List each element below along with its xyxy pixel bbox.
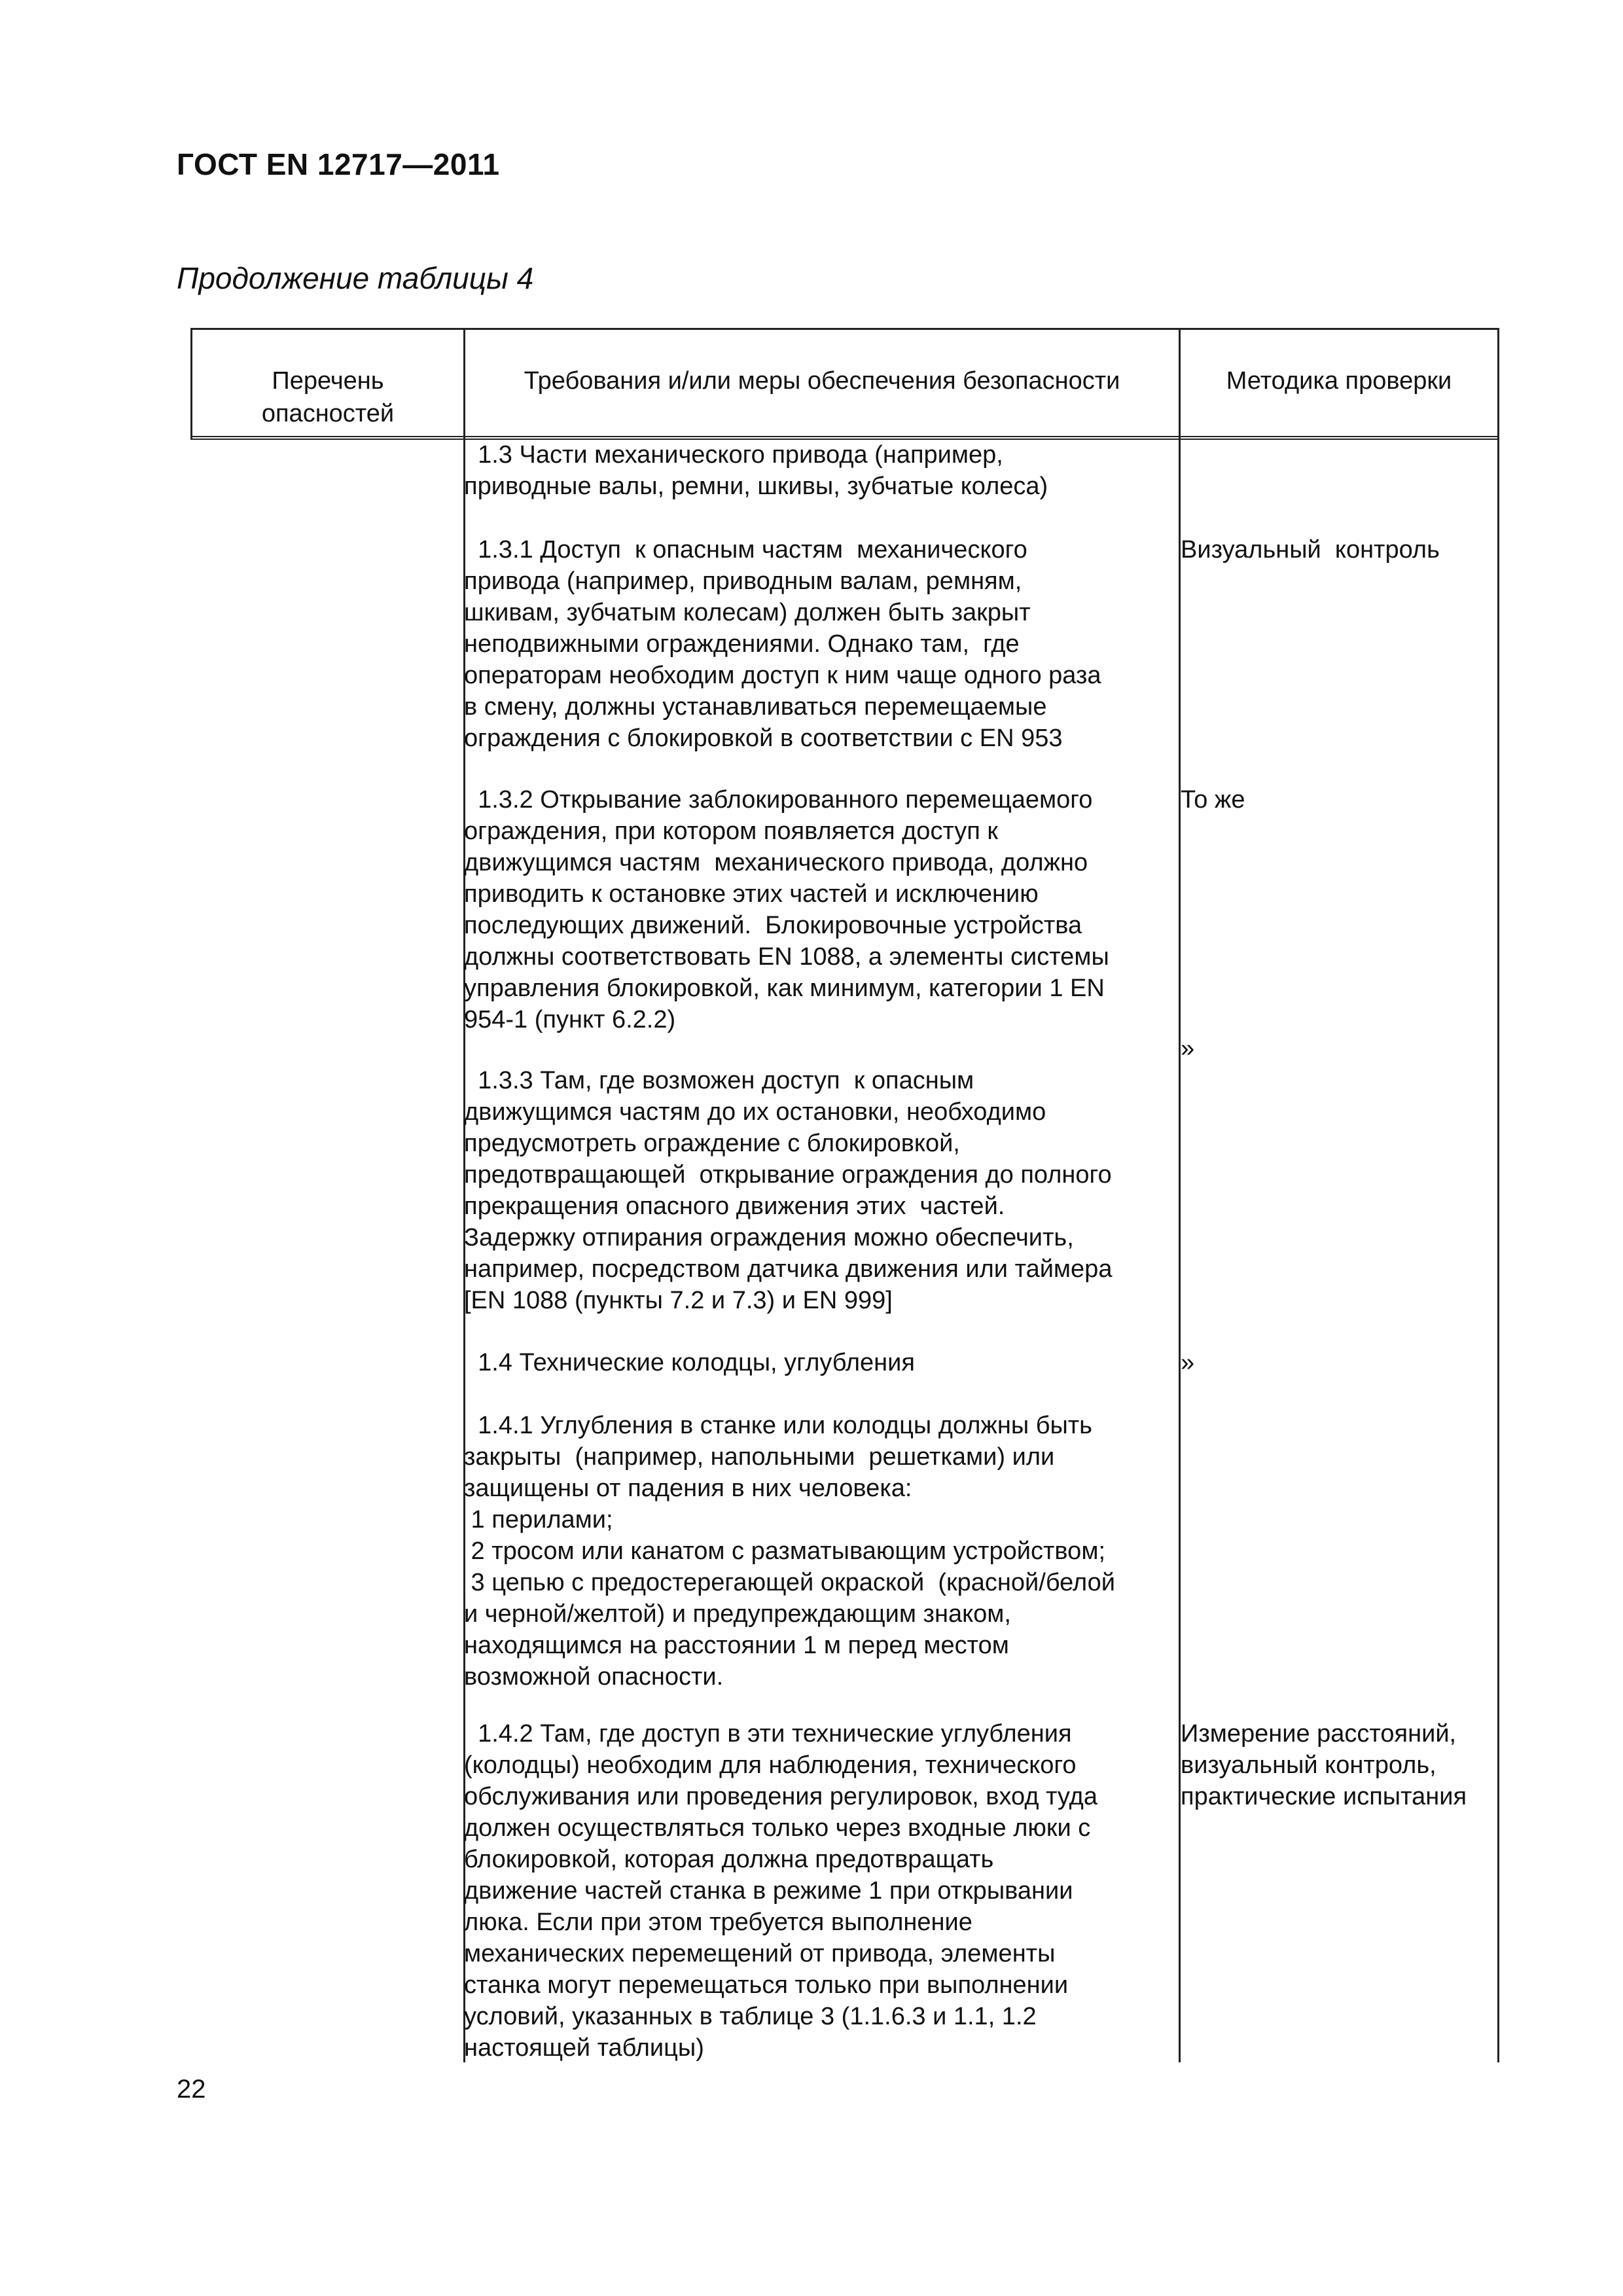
table-caption: Продолжение таблицы 4	[177, 261, 534, 295]
requirement-1-4: 1.4 Технические колодцы, углубления	[464, 1349, 915, 1376]
page-number: 22	[177, 2075, 206, 2104]
requirement-1-3-3: 1.3.3 Там, где возможен доступ к опасным движущимся частям до их остановки, необходимо предусмотреть ограждение с блокировкой, предотвращающей открывание ограждения до полного прекращения опасного движения этих частей. Задержку отпирания ограждения можно обеспечить, например, посредством датчика движения или таймера [EN 1088 (пункты 7.2 и 7.3) и EN 999]	[464, 1067, 1113, 1314]
column-header-requirements: Требования и/или меры обеспечения безопасности	[524, 367, 1120, 395]
verification-1-3-1: Визуальный контроль	[1181, 536, 1440, 564]
verification-1-3-3: »	[1181, 1035, 1195, 1062]
requirement-1-3: 1.3 Части механического привода (например, приводные валы, ремни, шкивы, зубчатые колеса)	[464, 441, 1048, 500]
table-top-border	[190, 328, 1499, 330]
document-header: ГОСТ EN 12717—2011	[177, 147, 500, 181]
verification-1-3-2: То же	[1181, 786, 1245, 814]
requirement-1-3-1: 1.3.1 Доступ к опасным частям механического привода (например, приводным валам, ремням, шкивам, зубчатым колесам) должен быть закрыт неподвижными ограждениями. Однако там, где операторам необходим доступ к ним чаще одного раза в смену, должны устанавливаться перемещаемые ограждения с блокировкой в соответствии с EN 953	[464, 536, 1101, 752]
verification-1-4: »	[1181, 1349, 1195, 1376]
column-header-hazards: Перечень опасностей	[261, 367, 395, 427]
verification-1-4-2: Измерение расстояний, визуальный контроль, практические испытания	[1181, 1720, 1467, 1810]
requirement-1-4-1: 1.4.1 Углубления в станке или колодцы должны быть закрыты (например, напольными решетками) или защищены от падения в них человека: 1 перилами; 2 тросом или канатом с разматывающим устройством; 3 цепью с предостерегающей окраской (красной/белой и черной/желтой) и предупреждающим знаком, находящимся на расстоянии 1 м перед местом возможной опасности.	[464, 1412, 1115, 1691]
requirement-1-4-2: 1.4.2 Там, где доступ в эти технические углубления (колодцы) необходим для наблюдения, технического обслуживания или проведения регулировок, вход туда должен осуществляться только через входные люки с блокировкой, которая должна предотвращать движение частей станка в режиме 1 при открывании люка. Если при этом требуется выполнение механических перемещений от привода, элементы станка могут перемещаться только при выполнении условий, указанных в таблице 3 (1.1.6.3 и 1.1, 1.2 настоящей таблицы)	[464, 1720, 1097, 2062]
requirement-1-3-2: 1.3.2 Открывание заблокированного перемещаемого ограждения, при котором появляется доступ к движущимся частям механического привода, должно приводить к остановке этих частей и исключению последующих движений. Блокировочные устройства должны соответствовать EN 1088, а элементы системы управления блокировкой, как минимум, категории 1 EN 954-1 (пункт 6.2.2)	[464, 786, 1109, 1033]
column-header-verification: Методика проверки	[1226, 367, 1452, 395]
